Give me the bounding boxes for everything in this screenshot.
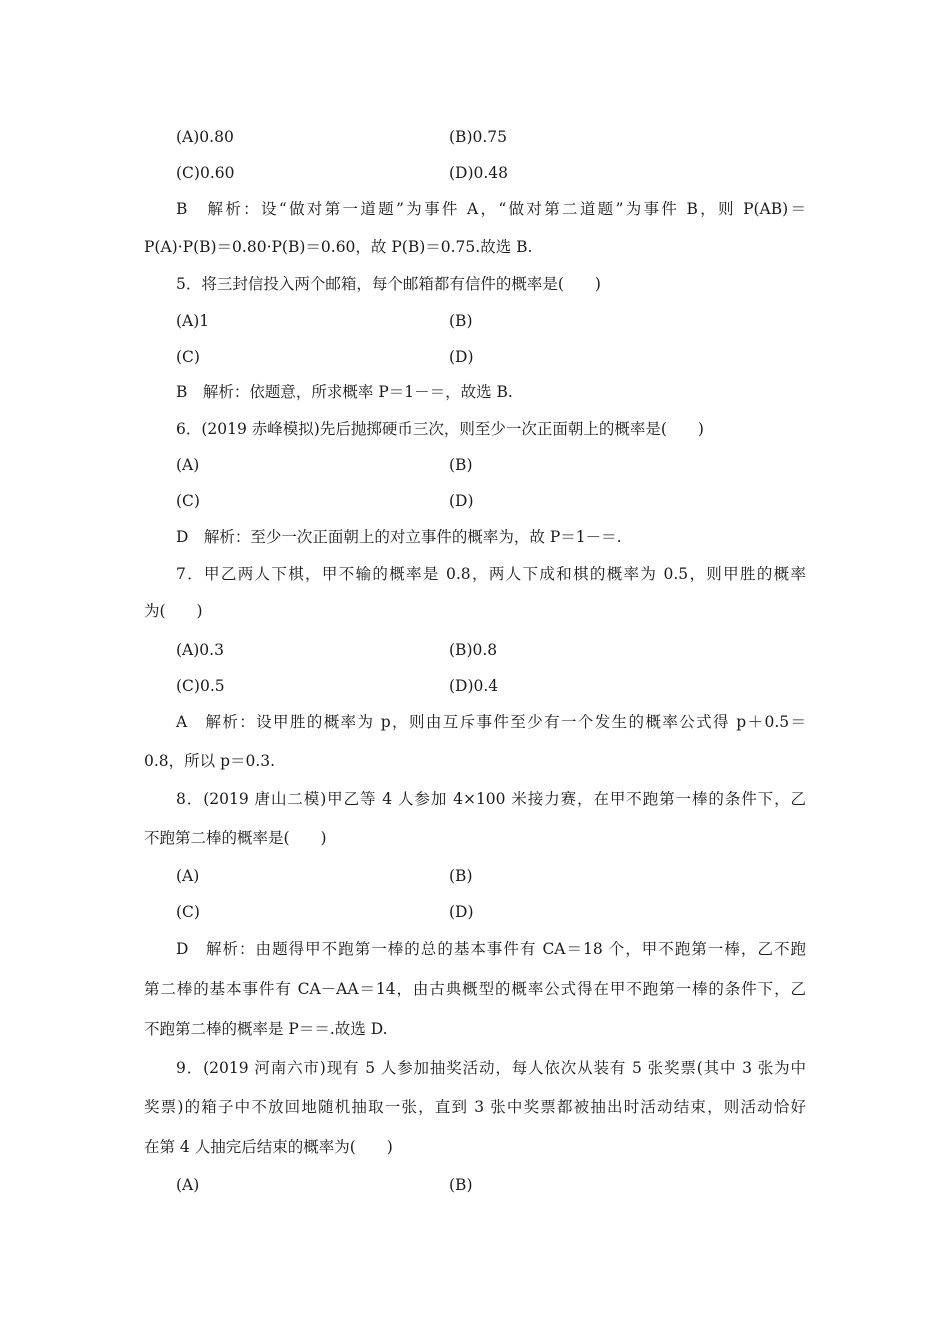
q7-solution-line-2: 0.8，所以 p＝0.3.	[144, 752, 276, 770]
q5-option-c: (C)	[176, 348, 200, 366]
q6-option-b: (B)	[449, 456, 473, 474]
q9-stem-line-3: 在第 4 人抽完后结束的概率为( )	[144, 1138, 393, 1156]
q8-solution-line-2: 第二棒的基本事件有 CA－AA＝14，由古典概型的概率公式得在甲不跑第一棒的条件下，乙	[144, 980, 806, 998]
q6-option-d: (D)	[449, 492, 474, 510]
q6-stem: 6．(2019 赤峰模拟)先后抛掷硬币三次，则至少一次正面朝上的概率是( )	[176, 420, 704, 438]
q5-option-a: (A)1	[176, 312, 210, 330]
q9-option-a: (A)	[176, 1176, 200, 1194]
q7-stem-line-1: 7．甲乙两人下棋，甲不输的概率是 0.8，两人下成和棋的概率为 0.5，则甲胜的概率	[176, 565, 806, 583]
q8-option-c: (C)	[176, 903, 200, 921]
q8-solution-line-1: D 解析：由题得甲不跑第一棒的总的基本事件有 CA＝18 个，甲不跑第一棒，乙不跑	[176, 940, 806, 958]
q6-option-c: (C)	[176, 492, 200, 510]
q9-stem-line-1: 9．(2019 河南六市)现有 5 人参加抽奖活动，每人依次从装有 5 张奖票(其中 3 张为中	[176, 1059, 806, 1077]
q6-option-a: (A)	[176, 456, 200, 474]
q8-solution-line-3: 不跑第二棒的概率是 P＝＝.故选 D.	[144, 1020, 388, 1038]
q7-option-b: (B)0.8	[449, 641, 498, 659]
q7-option-d: (D)0.4	[449, 677, 499, 695]
q8-option-a: (A)	[176, 867, 200, 885]
q4-solution-line-2: P(A)·P(B)＝0.80·P(B)＝0.60，故 P(B)＝0.75.故选 B.	[144, 238, 533, 256]
q5-solution: B 解析：依题意，所求概率 P＝1－＝，故选 B.	[176, 383, 513, 401]
q7-stem-line-2: 为( )	[144, 602, 203, 620]
q7-option-c: (C)0.5	[176, 677, 225, 695]
q4-option-d: (D)0.48	[449, 164, 509, 182]
q5-option-b: (B)	[449, 312, 473, 330]
q4-option-b: (B)0.75	[449, 128, 507, 146]
q9-option-b: (B)	[449, 1176, 473, 1194]
q8-option-d: (D)	[449, 903, 474, 921]
q4-solution-line-1: B 解析：设“做对第一道题”为事件 A，“做对第二道题”为事件 B，则 P(AB)＝	[176, 200, 806, 218]
q7-option-a: (A)0.3	[176, 641, 224, 659]
q4-option-a: (A)0.80	[176, 128, 234, 146]
q6-solution: D 解析：至少一次正面朝上的对立事件的概率为，故 P＝1－＝.	[176, 528, 622, 546]
q9-stem-line-2: 奖票)的箱子中不放回地随机抽取一张，直到 3 张中奖票都被抽出时活动结束，则活动恰好	[144, 1098, 806, 1116]
q8-stem-line-2: 不跑第二棒的概率是( )	[144, 829, 327, 847]
q5-stem: 5．将三封信投入两个邮箱，每个邮箱都有信件的概率是( )	[176, 275, 601, 293]
q8-option-b: (B)	[449, 867, 473, 885]
q5-option-d: (D)	[449, 348, 474, 366]
q7-solution-line-1: A 解析：设甲胜的概率为 p，则由互斥事件至少有一个发生的概率公式得 p＋0.5＝	[176, 713, 806, 731]
q4-option-c: (C)0.60	[176, 164, 235, 182]
q8-stem-line-1: 8．(2019 唐山二模)甲乙等 4 人参加 4×100 米接力赛，在甲不跑第一棒的条件下，乙	[176, 790, 806, 808]
